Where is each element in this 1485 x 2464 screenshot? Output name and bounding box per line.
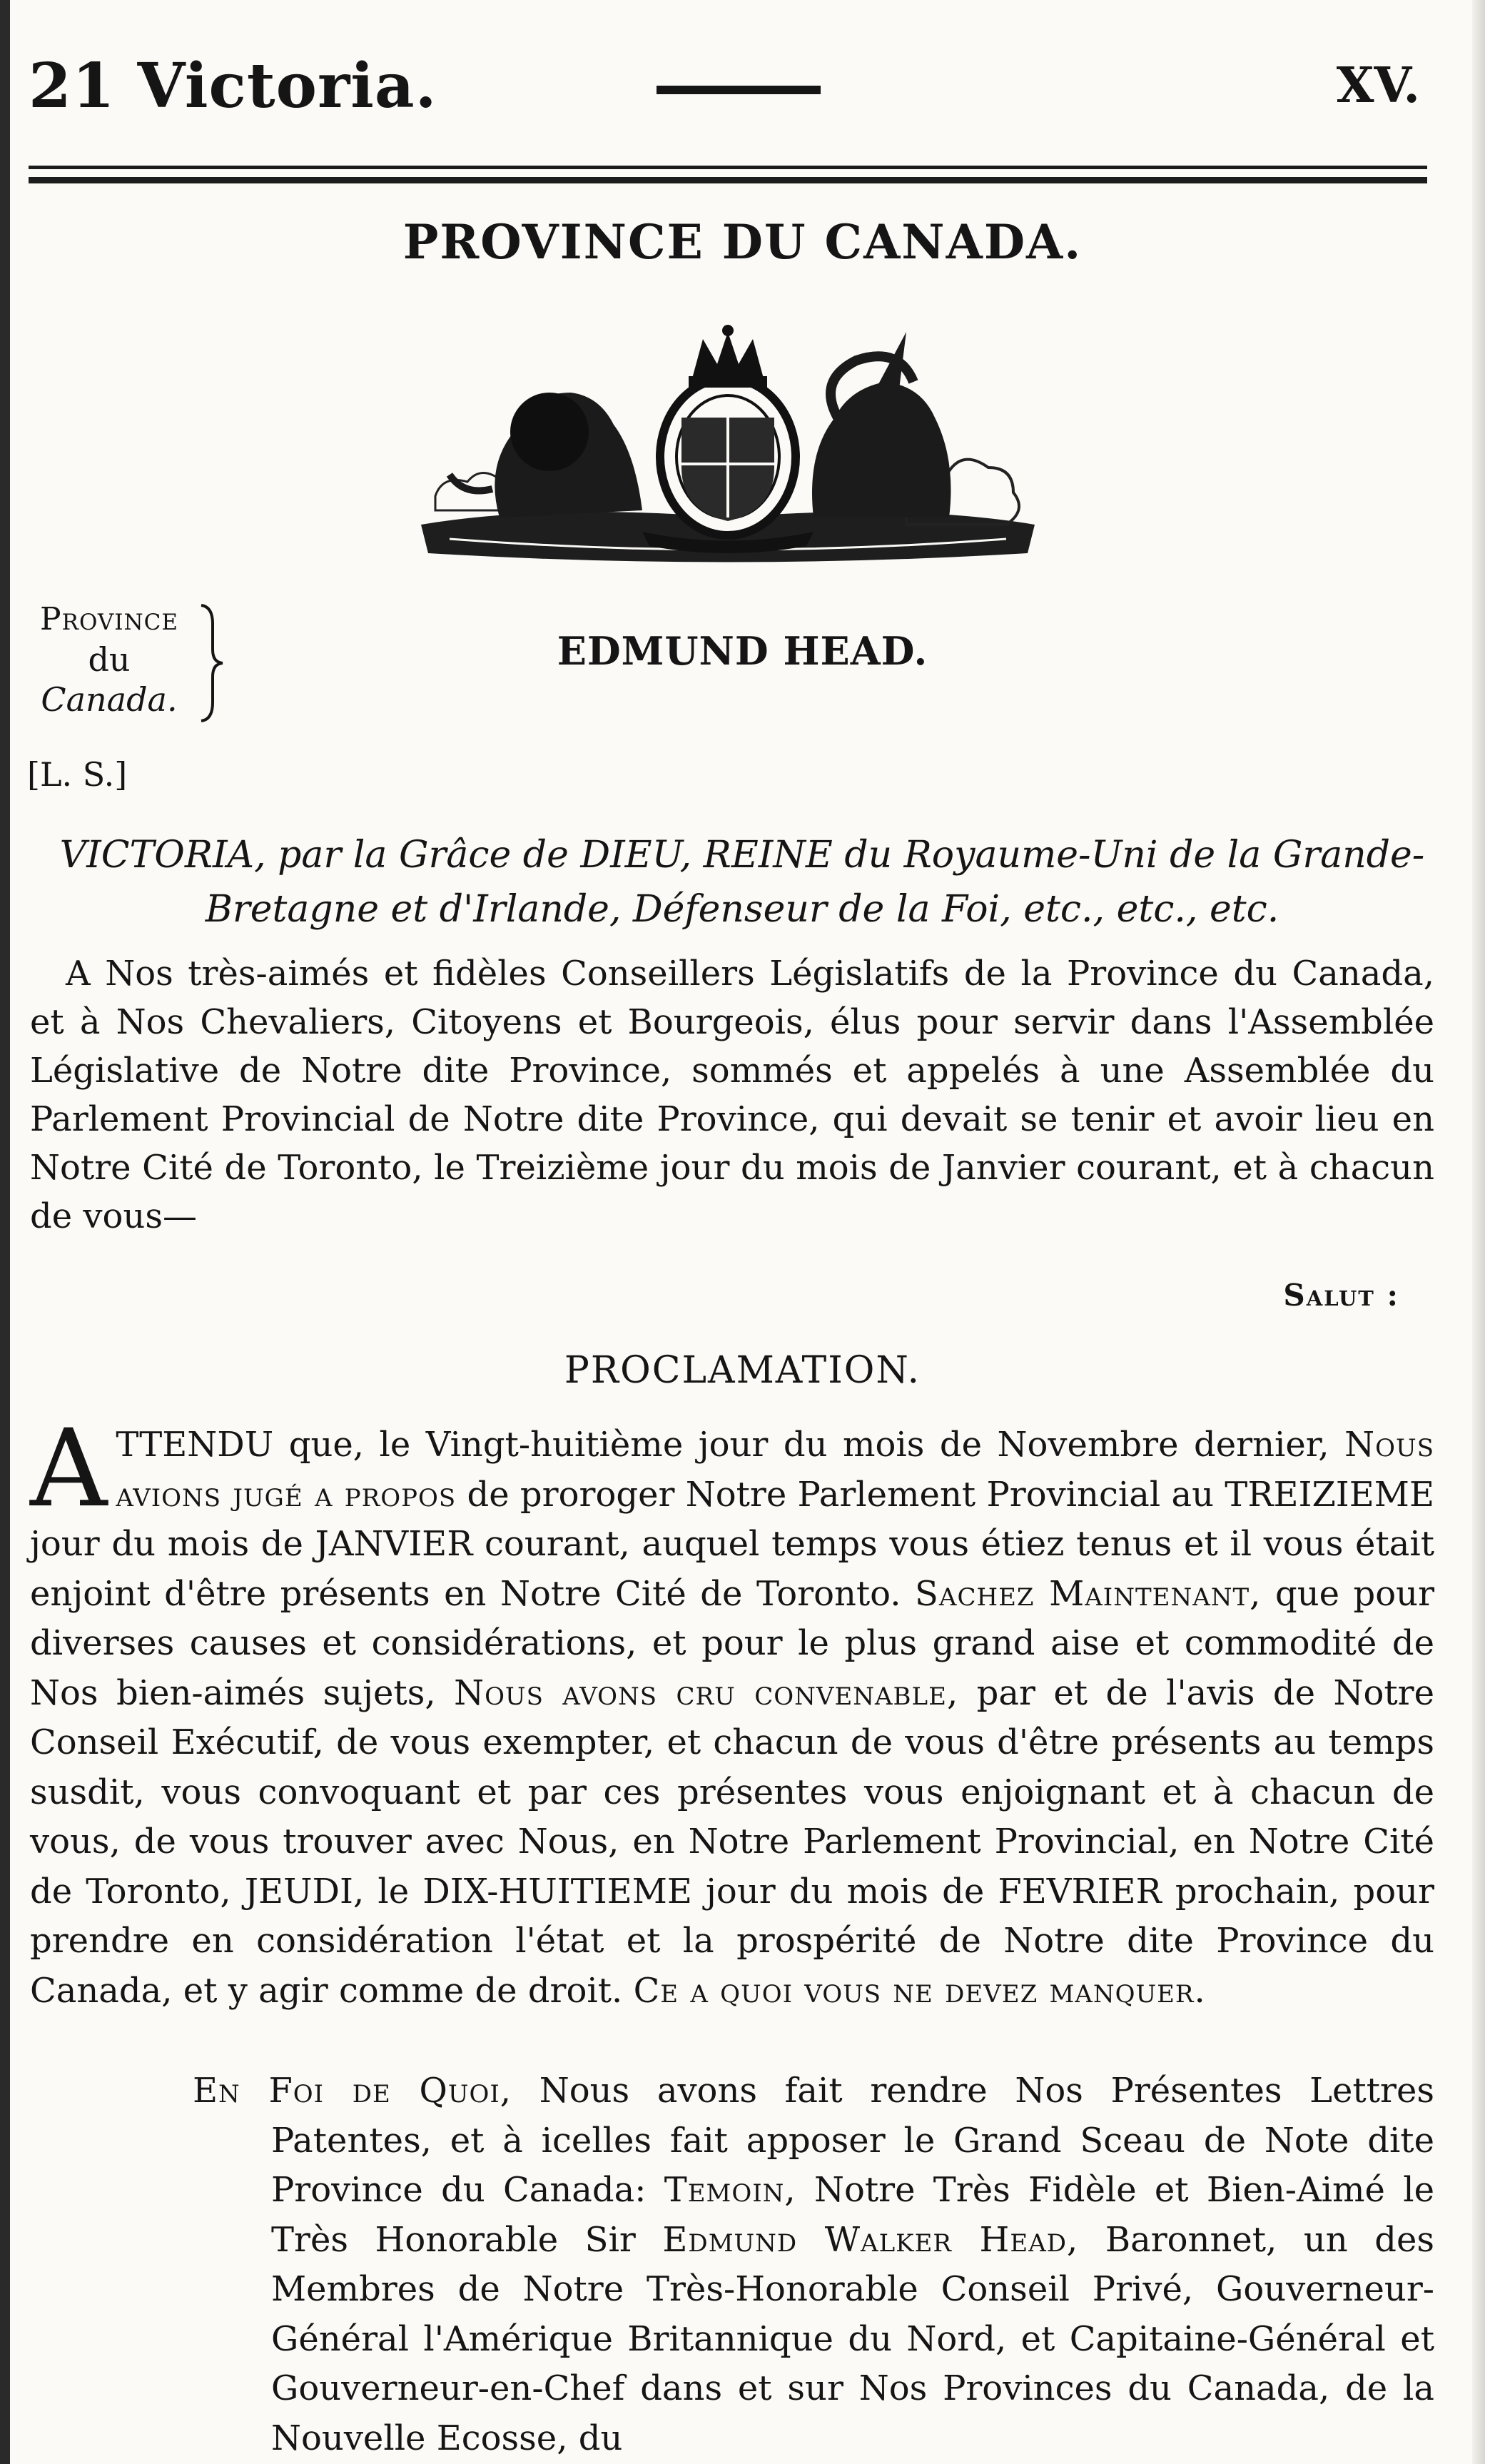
margin-line-province: Province bbox=[40, 601, 178, 637]
governor-signature: EDMUND HEAD. bbox=[557, 628, 928, 674]
testimonium-paragraph bbox=[193, 2066, 1434, 2463]
page-binding-edge bbox=[0, 0, 10, 2464]
header-rule-thin bbox=[29, 166, 1427, 169]
testimonium-text-1: Nous avons fait rendre Nos Présentes Lettres Patentes, et à icelles fait apposer le Grand Sceau de Note dite Province du Canada: bbox=[271, 2071, 1434, 2210]
header-page-number: XV. bbox=[1336, 57, 1420, 114]
header-dash bbox=[657, 86, 821, 94]
running-header bbox=[21, 50, 1434, 143]
testimonium-text-3: Baronnet, un des Membres de Notre Très-Honorable Conseil Privé, Gouverneur-Général l'Amérique Britannique du Nord, et Capitaine-Général et Gouverneur-en-Chef dans et sur Nos Provinces du Canada, de la Nouvelle Ecosse, du bbox=[271, 2219, 1434, 2458]
margin-line-canada: Canada. bbox=[41, 680, 178, 719]
royal-style-line-1: VICTORIA, par la Grâce de DIEU, REINE du Royaume-Uni de la Grande- bbox=[59, 834, 1425, 877]
royal-style bbox=[43, 828, 1441, 936]
proclamation-text-1: TTENDU que, le Vingt-huitième jour du mois de Novembre dernier, bbox=[116, 1425, 1345, 1465]
page-title: PROVINCE DU CANADA. bbox=[402, 214, 1083, 270]
testimonium-text-2: Notre Très Fidèle et Bien-Aimé le Très Honorable Sir bbox=[271, 2170, 1435, 2260]
proclamation-heading: PROCLAMATION. bbox=[564, 1349, 921, 1392]
page-right-edge bbox=[1472, 0, 1485, 2464]
proclamation-smallcaps-2: Sachez Maintenant, bbox=[915, 1573, 1262, 1614]
locus-sigilli: [L. S.] bbox=[27, 755, 128, 794]
drop-cap: A bbox=[30, 1407, 108, 1531]
testimonium-clause bbox=[193, 2066, 1434, 2463]
proclamation-body bbox=[30, 1407, 1435, 2016]
proclamation-smallcaps-4: Ce a quoi vous ne devez manquer. bbox=[633, 1970, 1206, 2011]
proclamation-text-4: par et de l'avis de Notre Conseil Exécutif, de vous exempter, et chacun de vous d'être présents au temps susdit, vous convoquant et par ces présentes vous enjoignant et à chacun de vous, de vous trouver avec Nous, en Notre Parlement Provincial, en Notre Cité de Toronto, JEUDI, le DIX-HUITIEME jour du mois de FEVRIER prochain, pour prendre en considération l'état et la prospérité de Notre dite Province du Canada, et y agir comme de droit. bbox=[30, 1672, 1434, 2011]
salutation: Salut : bbox=[1283, 1278, 1399, 1313]
margin-line-du: du bbox=[88, 640, 131, 679]
proclamation-smallcaps-3: Nous avons cru convenable, bbox=[454, 1672, 959, 1713]
address-paragraph bbox=[30, 949, 1434, 1241]
header-regnal-year: 21 Victoria. bbox=[29, 50, 437, 122]
testimonium-smallcaps-1: En Foi de Quoi, bbox=[193, 2071, 512, 2111]
proclamation-paragraph bbox=[30, 1407, 1435, 2016]
testimonium-smallcaps-2: Temoin, bbox=[664, 2170, 796, 2210]
proclamation-text-3: que pour diverses causes et considérations, et pour le plus grand aise et commodité de Nos bien-aimés sujets, bbox=[30, 1573, 1435, 1713]
testimonium-smallcaps-3: Edmund Walker Head, bbox=[662, 2219, 1079, 2260]
proclamation-text-2: de proroger Notre Parlement Provincial au TREIZIEME jour du mois de JANVIER courant, auquel temps vous étiez tenus et il vous était enjoint d'être présents en Notre Cité de Toronto. bbox=[30, 1474, 1434, 1614]
royal-coat-of-arms-icon bbox=[407, 325, 1049, 567]
address-text: A Nos très-aimés et fidèles Conseillers Législatifs de la Province du Canada, et à Nos Chevaliers, Citoyens et Bourgeois, élus pour servir dans l'Assemblée Législative de Notre dite Province, sommés et appelés à une Assemblée du Parlement Provincial de Notre dite Province, qui devait se tenir et avoir lieu en Notre Cité de Toronto, le Treizième jour du mois de Janvier courant, et à chacun de vous— bbox=[30, 954, 1434, 1236]
header-rule-thick bbox=[29, 177, 1427, 183]
proclamation-smallcaps-1: Nous avions jugé a propos bbox=[116, 1425, 1434, 1515]
royal-style-line-2: Bretagne et d'Irlande, Défenseur de la Foi, etc., etc., etc. bbox=[205, 888, 1279, 931]
